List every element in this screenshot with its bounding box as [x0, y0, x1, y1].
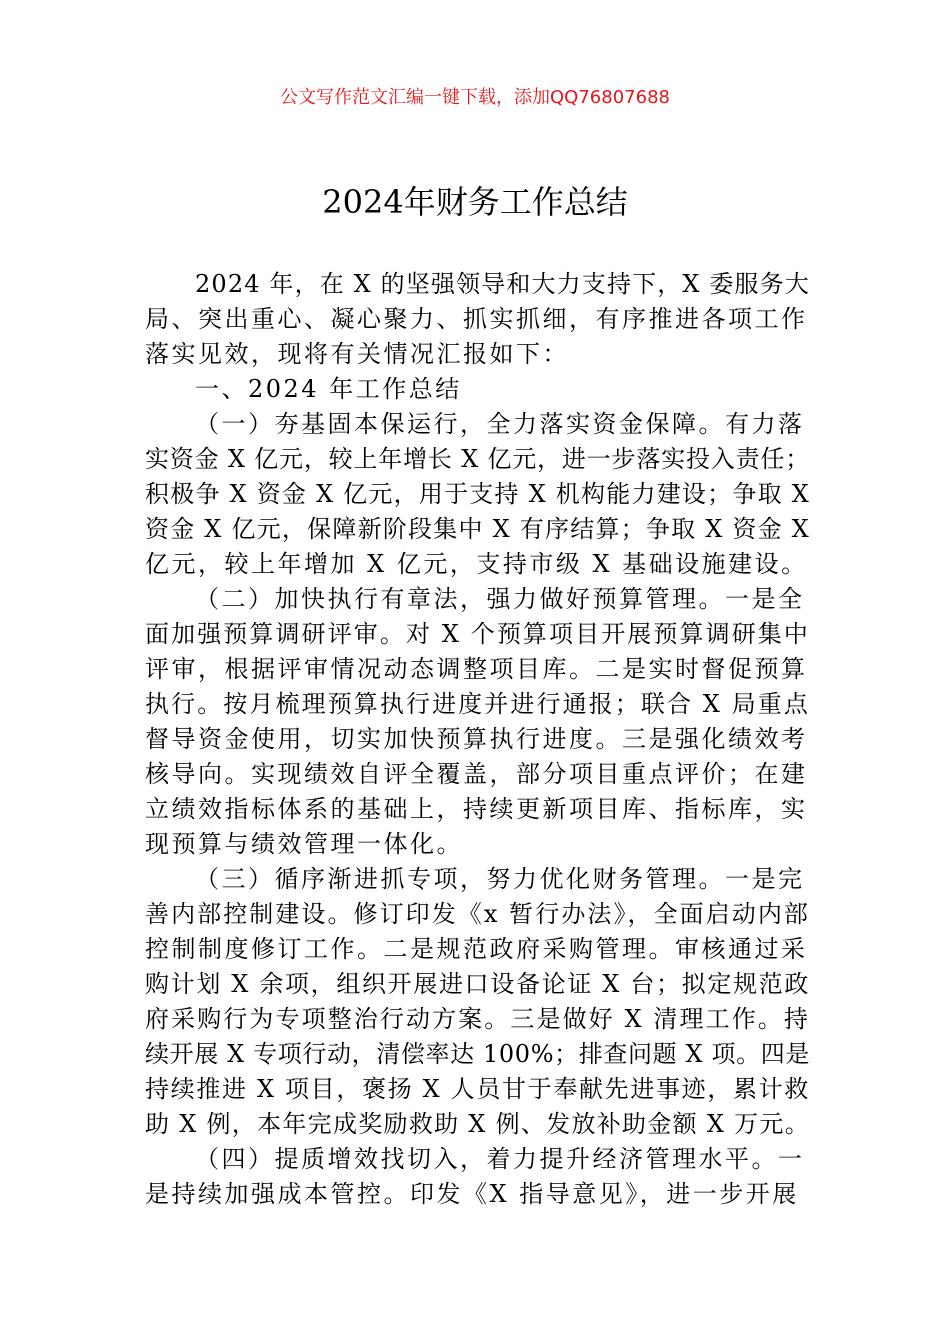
text-line: 善内部控制建设。修订印发《x 暂行办法》，全面启动内部 — [145, 900, 810, 928]
text-line: 资金 X 亿元，保障新阶段集中 X 有序结算；争取 X 资金 X — [145, 515, 810, 543]
text-line: （三）循序渐进抓专项，努力优化财务管理。一是完 — [195, 865, 805, 893]
text-line: 控制制度修订工作。二是规范政府采购管理。审核通过采 — [145, 935, 808, 963]
text-line: 府采购行为专项整治行动方案。三是做好 X 清理工作。持 — [145, 1005, 810, 1033]
document-body — [145, 267, 810, 1212]
text-line: 执行。按月梳理预算执行进度并进行通报；联合 X 局重点 — [145, 690, 810, 718]
text-line: 评审，根据评审情况动态调整项目库。二是实时督促预算 — [145, 655, 808, 683]
text-line: 现预算与绩效管理一体化。 — [145, 830, 463, 858]
text-line: 面加强预算调研评审。对 X 个预算项目开展预算调研集中 — [145, 620, 810, 648]
text-line: 持续推进 X 项目，褒扬 X 人员甘于奉献先进事迹，累计救 — [145, 1075, 810, 1103]
text-line: 积极争 X 资金 X 亿元，用于支持 X 机构能力建设；争取 X — [145, 480, 810, 508]
text-line: 核导向。实现绩效自评全覆盖，部分项目重点评价；在建 — [145, 760, 808, 788]
text-line: 立绩效指标体系的基础上，持续更新项目库、指标库，实 — [145, 795, 808, 823]
text-line: 局、突出重心、凝心聚力、抓实抓细，有序推进各项工作 — [145, 305, 808, 333]
text-line: 一、2024 年工作总结 — [195, 375, 462, 403]
text-line: 是持续加强成本管控。印发《X 指导意见》，进一步开展 — [145, 1180, 799, 1208]
text-line: （一）夯基固本保运行，全力落实资金保障。有力落 — [195, 410, 805, 438]
text-line: （四）提质增效找切入，着力提升经济管理水平。一 — [195, 1145, 805, 1173]
text-line: 续开展 X 专项行动，清偿率达 100%；排查问题 X 项。四是 — [145, 1040, 810, 1068]
text-line: 督导资金使用，切实加快预算执行进度。三是强化绩效考 — [145, 725, 808, 753]
text-line: （二）加快执行有章法，强力做好预算管理。一是全 — [195, 585, 805, 613]
download-banner: 公文写作范文汇编一键下载，添加QQ76807688 — [280, 87, 670, 108]
text-line: 购计划 X 余项，组织开展进口设备论证 X 台；拟定规范政 — [145, 970, 810, 998]
text-line: 落实见效，现将有关情况汇报如下： — [145, 340, 569, 368]
text-line: 实资金 X 亿元，较上年增长 X 亿元，进一步落实投入责任； — [145, 445, 810, 473]
text-line: 2024 年，在 X 的坚强领导和大力支持下，X 委服务大 — [195, 270, 810, 298]
text-line: 助 X 例，本年完成奖励救助 X 例、发放补助金额 X 万元。 — [145, 1110, 810, 1138]
text-line: 亿元，较上年增加 X 亿元，支持市级 X 基础设施建设。 — [145, 550, 808, 578]
page-title: 2024年财务工作总结 — [322, 183, 628, 221]
